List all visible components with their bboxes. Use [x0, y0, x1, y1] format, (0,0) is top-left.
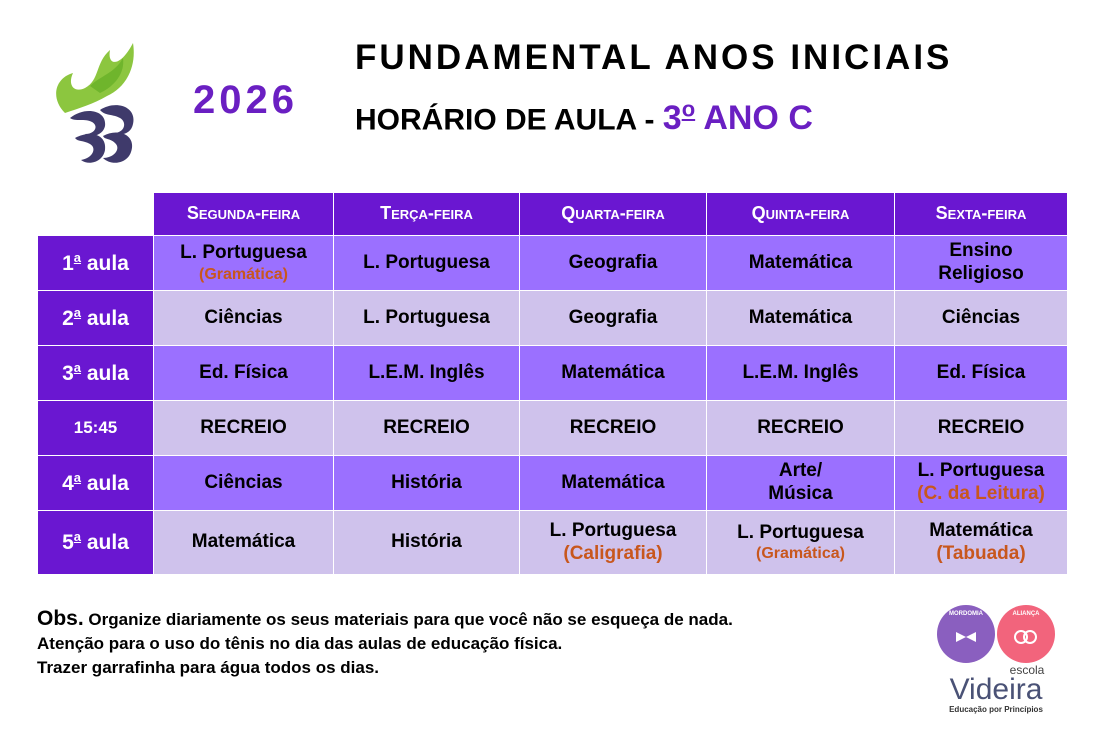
schedule-cell: [334, 401, 520, 456]
period-label: [38, 511, 154, 575]
period-word: aula: [81, 361, 129, 385]
period-number: 3: [62, 361, 74, 385]
subject-note: (Tabuada): [936, 542, 1026, 564]
period-label: [38, 291, 154, 346]
schedule-cell: [895, 456, 1068, 511]
subject-name: Matemática: [748, 306, 853, 328]
period-sup: a: [73, 359, 82, 375]
schedule-cell: [154, 236, 334, 291]
day-header: Segunda-feira: [154, 193, 334, 236]
badge-left-label: MORDOMIA: [949, 611, 983, 617]
subject-name: Geografia: [568, 251, 658, 273]
table-row: [38, 456, 1068, 511]
subject-name: L. Portuguesa: [737, 521, 864, 543]
subject-name: Matemática: [561, 361, 665, 383]
brand-logo: [932, 604, 1062, 719]
subject-name: Matemática: [561, 471, 665, 493]
subject-name: RECREIO: [937, 416, 1025, 438]
day-header: Terça-feira: [334, 193, 520, 236]
subject-name: História: [391, 531, 462, 553]
year: 2026: [193, 78, 298, 122]
subject-name: RECREIO: [569, 416, 657, 438]
class-name: [663, 99, 813, 137]
subject-name: L.E.M. Inglês: [368, 361, 485, 383]
subject-name: Ciências: [204, 471, 283, 493]
schedule-cell: [895, 236, 1068, 291]
subject-name: Geografia: [568, 306, 658, 328]
schedule-cell: [520, 236, 707, 291]
subject-note: (Caligrafia): [563, 542, 663, 564]
period-sup: a: [73, 529, 82, 545]
subject-name: Matemática: [748, 251, 853, 273]
tagline: Educação por Princípios: [949, 705, 1043, 714]
subject-name: RECREIO: [757, 416, 844, 438]
subject-note: (Gramática): [756, 545, 845, 563]
table-row: [38, 511, 1068, 575]
period-time: 15:45: [73, 417, 118, 437]
subject-name: Ensino Religioso: [938, 240, 1024, 284]
table-row: [38, 291, 1068, 346]
notes-line-1: [37, 607, 733, 632]
class-number: 3: [662, 99, 682, 138]
table-row: [38, 401, 1068, 456]
subject-name: Matemática: [191, 531, 296, 553]
schedule-cell: [334, 456, 520, 511]
period-number: 5: [62, 531, 74, 555]
schedule-cell: [895, 401, 1068, 456]
school-small: escola: [1009, 663, 1045, 677]
schedule-cell: [520, 456, 707, 511]
day-header: Quarta-feira: [520, 193, 707, 236]
period-label: [38, 456, 154, 511]
period-label: [38, 236, 154, 291]
table-row: [38, 346, 1068, 401]
subject-name: História: [391, 471, 462, 493]
period-sup: a: [73, 249, 82, 265]
subject-name: L. Portuguesa: [363, 251, 490, 273]
page-subtitle: [355, 97, 813, 138]
period-sup: a: [73, 304, 82, 320]
schedule-cell: [707, 236, 895, 291]
subject-name: Ed. Física: [936, 361, 1026, 383]
schedule-cell: [520, 346, 707, 401]
schedule-cell: [334, 346, 520, 401]
schedule-cell: [707, 291, 895, 346]
day-header: Quinta-feira: [707, 193, 895, 236]
schedule-cell: [154, 291, 334, 346]
schedule-cell: [154, 456, 334, 511]
subject-note: (C. da Leitura): [917, 483, 1045, 504]
table-header-row: [38, 193, 1068, 236]
period-number: 4: [62, 471, 74, 495]
schedule-cell: [334, 291, 520, 346]
period-label: [38, 346, 154, 401]
subject-name: Ed. Física: [199, 361, 288, 383]
schedule-cell: [334, 236, 520, 291]
schedule-cell: [895, 291, 1068, 346]
schedule-cell: [707, 401, 895, 456]
class-suffix: ANO C: [695, 99, 813, 138]
notes-label: Obs.: [37, 607, 84, 630]
subject-name: L. Portuguesa: [549, 519, 677, 541]
subtitle-prefix: HORÁRIO DE AULA -: [355, 103, 663, 137]
school-logo: [45, 38, 145, 173]
period-word: aula: [81, 531, 129, 555]
notes-line-2: Atenção para o uso do tênis no dia das aulas de educação física.: [37, 634, 563, 653]
subject-name: L.E.M. Inglês: [742, 361, 859, 383]
subject-name: L. Portuguesa: [917, 460, 1045, 482]
schedule-cell: [154, 346, 334, 401]
subject-name: Matemática: [929, 519, 1033, 541]
notes-text-1: Organize diariamente os seus materiais para que você não se esqueça de nada.: [83, 610, 733, 629]
schedule-cell: [520, 401, 707, 456]
subject-name: RECREIO: [383, 416, 470, 438]
schedule-table: [37, 192, 1068, 575]
subject-note: (Gramática): [199, 265, 288, 283]
school-name: Videira: [949, 673, 1043, 706]
class-sup: o: [681, 97, 696, 122]
period-label: [38, 401, 154, 456]
table-corner: [38, 193, 154, 236]
period-number: 2: [62, 306, 74, 330]
schedule-cell: [895, 346, 1068, 401]
schedule-cell: [520, 291, 707, 346]
subject-name: Ciências: [204, 306, 283, 328]
schedule-cell: [707, 346, 895, 401]
subject-name: Ciências: [941, 306, 1021, 328]
period-word: aula: [81, 251, 129, 275]
schedule-cell: [154, 511, 334, 575]
subject-name: Arte/ Música: [768, 460, 833, 504]
notes-line-3: Trazer garrafinha para água todos os dias.: [37, 658, 379, 677]
notes: [37, 607, 733, 680]
schedule-cell: [154, 401, 334, 456]
schedule-cell: [895, 511, 1068, 575]
day-header: Sexta-feira: [895, 193, 1068, 236]
schedule-cell: [334, 511, 520, 575]
schedule-cell: [707, 456, 895, 511]
subject-name: RECREIO: [200, 416, 287, 438]
period-number: 1: [62, 251, 74, 275]
subject-name: L. Portuguesa: [363, 306, 490, 328]
period-word: aula: [81, 471, 129, 495]
page-title: FUNDAMENTAL ANOS INICIAIS: [355, 38, 953, 77]
schedule-cell: [707, 511, 895, 575]
period-word: aula: [81, 306, 129, 330]
period-sup: a: [73, 469, 82, 485]
badge-right-label: ALIANÇA: [1012, 611, 1040, 617]
table-row: [38, 236, 1068, 291]
schedule-cell: [520, 511, 707, 575]
subject-name: L. Portuguesa: [180, 242, 307, 263]
